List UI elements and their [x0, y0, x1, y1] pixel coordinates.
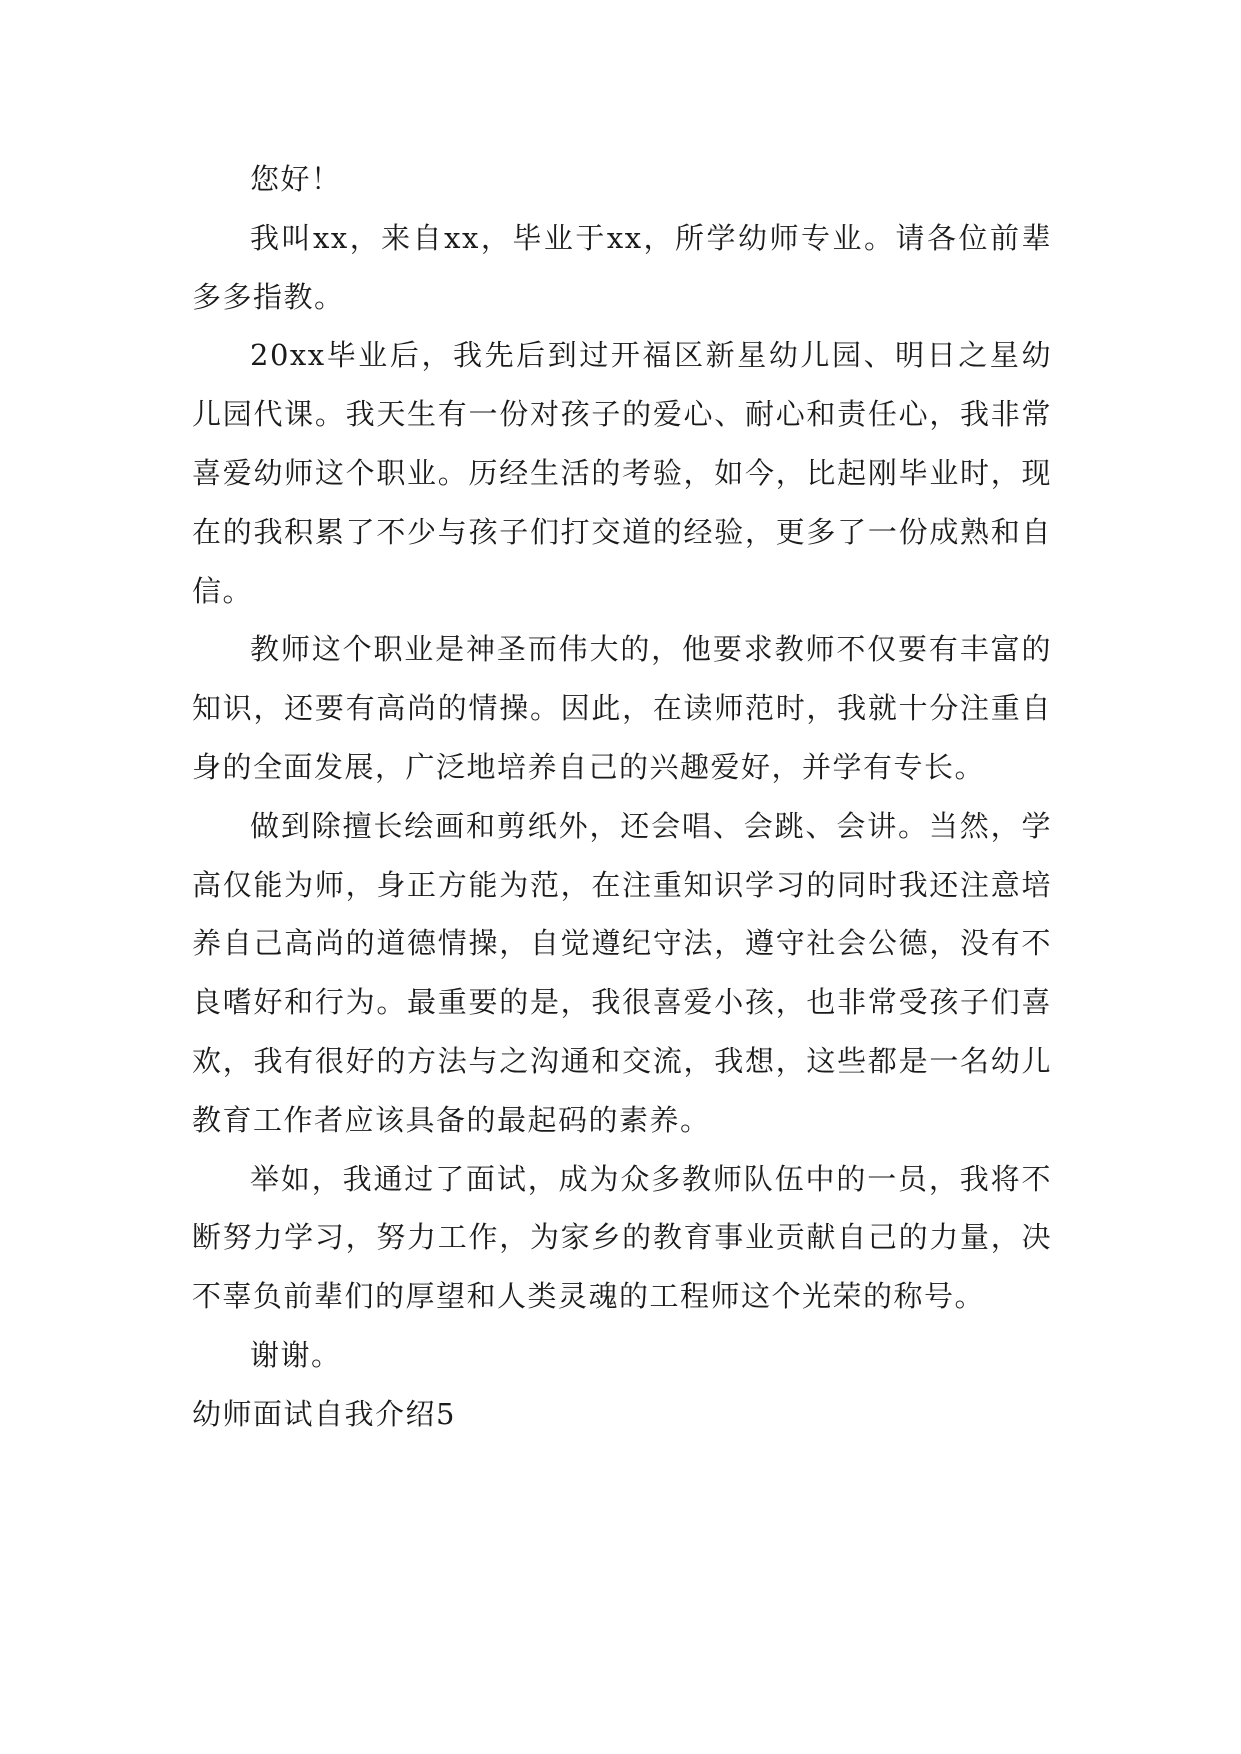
skills-paragraph: 做到除擅长绘画和剪纸外，还会唱、会跳、会讲。当然，学高仅能为师，身正方能为范，在注重知识学习的同时我还注意培养自己高尚的道德情操，自觉遵纪守法，遵守社会公德，没有不良嗜好和行为。最重要的是，我很喜爱小孩，也非常受孩子们喜欢，我有很好的方法与之沟通和交流，我想，这些都是一名幼儿教育工作者应该具备的最起码的素养。	[192, 808, 1052, 1137]
thanks-paragraph: 谢谢。	[250, 1337, 342, 1372]
intro-paragraph: 我叫xx，来自xx，毕业于xx，所学幼师专业。请各位前辈多多指教。	[192, 220, 1052, 314]
profession-paragraph: 教师这个职业是神圣而伟大的，他要求教师不仅要有丰富的知识，还要有高尚的情操。因此，在读师范时，我就十分注重自身的全面发展，广泛地培养自己的兴趣爱好，并学有专长。	[192, 632, 1052, 784]
greeting-paragraph: 您好！	[250, 162, 342, 196]
experience-paragraph: 20xx毕业后，我先后到过开福区新星幼儿园、明日之星幼儿园代课。我天生有一份对孩子的爱心、耐心和责任心，我非常喜爱幼师这个职业。历经生活的考验，如今，比起刚毕业时，现在的我积累了不少与孩子们打交道的经验，更多了一份成熟和自信。	[192, 338, 1052, 608]
document-body	[192, 150, 1052, 1444]
commitment-paragraph: 举如，我通过了面试，成为众多教师队伍中的一员，我将不断努力学习，努力工作，为家乡的教育事业贡献自己的力量，决不辜负前辈们的厚望和人类灵魂的工程师这个光荣的称号。	[192, 1161, 1052, 1314]
section-heading: 幼师面试自我介绍5	[192, 1396, 456, 1431]
